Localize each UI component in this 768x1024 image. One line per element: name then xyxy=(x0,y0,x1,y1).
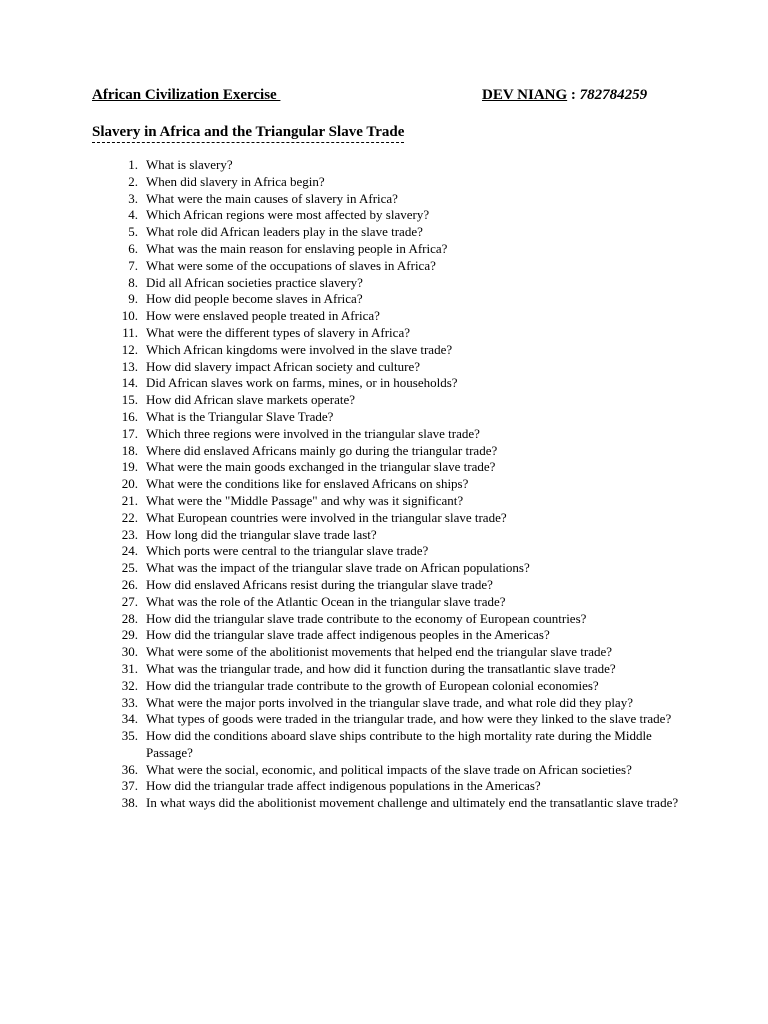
question-number: 18. xyxy=(121,442,138,458)
question-text: What were the "Middle Passage" and why was it significant? xyxy=(146,492,464,508)
question-item xyxy=(92,577,682,594)
question-text: How did people become slaves in Africa? xyxy=(146,291,363,307)
question-number: 19. xyxy=(121,459,138,475)
question-item xyxy=(92,174,682,191)
question-number: 36. xyxy=(121,761,138,777)
question-item xyxy=(92,762,682,779)
question-number: 3. xyxy=(128,190,138,206)
question-number: 9. xyxy=(128,291,138,307)
question-text: What is the Triangular Slave Trade? xyxy=(146,408,334,424)
section-subtitle: Slavery in Africa and the Triangular Slave Trade xyxy=(92,123,404,143)
question-number: 25. xyxy=(121,560,138,576)
question-text: Did all African societies practice slavery? xyxy=(146,274,363,290)
author-block xyxy=(482,87,647,104)
question-number: 31. xyxy=(121,660,138,676)
question-item xyxy=(92,359,682,376)
question-text: What was the triangular trade, and how did it function during the transatlantic slave trade? xyxy=(146,660,616,676)
question-list xyxy=(92,157,682,812)
question-text: What were the main causes of slavery in Africa? xyxy=(146,190,398,206)
question-item xyxy=(92,459,682,476)
question-text: What were the major ports involved in the triangular slave trade, and what role did they play? xyxy=(146,694,633,710)
author-name: DEV NIANG xyxy=(482,87,568,103)
question-text: How did the conditions aboard slave ships contribute to the high mortality rate during the Middle Passage? xyxy=(146,728,652,760)
question-number: 13. xyxy=(121,358,138,374)
question-item xyxy=(92,308,682,325)
question-item xyxy=(92,409,682,426)
question-item xyxy=(92,510,682,527)
question-number: 35. xyxy=(121,728,138,744)
question-item xyxy=(92,392,682,409)
question-text: How did the triangular slave trade affect indigenous peoples in the Americas? xyxy=(146,627,550,643)
question-text: Which African kingdoms were involved in the slave trade? xyxy=(146,341,453,357)
question-item xyxy=(92,291,682,308)
question-item xyxy=(92,275,682,292)
question-item xyxy=(92,191,682,208)
question-text: How did enslaved Africans resist during the triangular slave trade? xyxy=(146,576,493,592)
question-number: 29. xyxy=(121,627,138,643)
question-number: 2. xyxy=(128,173,138,189)
question-item xyxy=(92,342,682,359)
question-number: 11. xyxy=(122,324,138,340)
question-number: 12. xyxy=(121,341,138,357)
question-text: What types of goods were traded in the triangular trade, and how were they linked to the slave trade? xyxy=(146,711,672,727)
question-item xyxy=(92,375,682,392)
question-text: What was the role of the Atlantic Ocean in the triangular slave trade? xyxy=(146,593,506,609)
question-item xyxy=(92,795,682,812)
question-number: 30. xyxy=(121,644,138,660)
question-number: 20. xyxy=(121,476,138,492)
question-number: 22. xyxy=(121,509,138,525)
question-text: How did slavery impact African society and culture? xyxy=(146,358,420,374)
question-text: What European countries were involved in the triangular slave trade? xyxy=(146,509,507,525)
question-number: 27. xyxy=(121,593,138,609)
question-text: How were enslaved people treated in Africa? xyxy=(146,308,380,324)
question-text: How long did the triangular slave trade last? xyxy=(146,526,377,542)
question-number: 8. xyxy=(128,274,138,290)
question-item xyxy=(92,207,682,224)
question-number: 16. xyxy=(121,408,138,424)
question-item xyxy=(92,778,682,795)
question-number: 5. xyxy=(128,224,138,240)
question-text: Which African regions were most affected by slavery? xyxy=(146,207,430,223)
question-text: What were the social, economic, and political impacts of the slave trade on African societies? xyxy=(146,761,632,777)
document-title: African Civilization Exercise xyxy=(92,87,281,103)
question-number: 34. xyxy=(121,711,138,727)
question-number: 28. xyxy=(121,610,138,626)
question-item xyxy=(92,543,682,560)
question-text: In what ways did the abolitionist movement challenge and ultimately end the transatlantic slave trade? xyxy=(146,795,679,811)
question-text: What role did African leaders play in the slave trade? xyxy=(146,224,423,240)
question-number: 24. xyxy=(121,543,138,559)
question-text: What were some of the occupations of slaves in Africa? xyxy=(146,257,436,273)
question-item xyxy=(92,325,682,342)
question-number: 33. xyxy=(121,694,138,710)
question-number: 7. xyxy=(128,257,138,273)
question-number: 37. xyxy=(121,778,138,794)
question-number: 4. xyxy=(128,207,138,223)
question-text: Which three regions were involved in the triangular slave trade? xyxy=(146,425,480,441)
question-item xyxy=(92,476,682,493)
question-item xyxy=(92,426,682,443)
question-number: 14. xyxy=(121,375,138,391)
question-item xyxy=(92,728,682,762)
author-phone: 782784259 xyxy=(579,87,648,103)
question-text: How did the triangular trade affect indigenous populations in the Americas? xyxy=(146,778,541,794)
question-text: What was the impact of the triangular slave trade on African populations? xyxy=(146,560,530,576)
author-separator: : xyxy=(567,87,580,103)
question-item xyxy=(92,560,682,577)
question-item xyxy=(92,695,682,712)
question-item xyxy=(92,711,682,728)
question-item xyxy=(92,627,682,644)
question-text: What were the different types of slavery in Africa? xyxy=(146,324,410,340)
question-text: How did African slave markets operate? xyxy=(146,392,356,408)
question-number: 1. xyxy=(128,157,138,172)
question-item xyxy=(92,443,682,460)
question-item xyxy=(92,157,682,174)
question-text: What is slavery? xyxy=(146,157,233,172)
question-item xyxy=(92,611,682,628)
question-number: 21. xyxy=(121,492,138,508)
question-number: 15. xyxy=(121,392,138,408)
question-item xyxy=(92,224,682,241)
question-item xyxy=(92,527,682,544)
question-text: Which ports were central to the triangular slave trade? xyxy=(146,543,429,559)
question-item xyxy=(92,594,682,611)
question-text: How did the triangular trade contribute to the growth of European colonial economies? xyxy=(146,677,599,693)
question-item xyxy=(92,258,682,275)
question-item xyxy=(92,678,682,695)
question-text: What were some of the abolitionist movements that helped end the triangular slave trade? xyxy=(146,644,613,660)
question-number: 23. xyxy=(121,526,138,542)
question-number: 38. xyxy=(121,795,138,811)
question-text: When did slavery in Africa begin? xyxy=(146,173,325,189)
question-number: 17. xyxy=(121,425,138,441)
question-item xyxy=(92,644,682,661)
question-item xyxy=(92,493,682,510)
question-text: Where did enslaved Africans mainly go during the triangular trade? xyxy=(146,442,498,458)
question-number: 26. xyxy=(121,576,138,592)
question-number: 10. xyxy=(121,308,138,324)
question-text: How did the triangular slave trade contribute to the economy of European countries? xyxy=(146,610,587,626)
question-text: What were the conditions like for enslaved Africans on ships? xyxy=(146,476,469,492)
question-number: 6. xyxy=(128,240,138,256)
question-item xyxy=(92,241,682,258)
question-number: 32. xyxy=(121,677,138,693)
question-item xyxy=(92,661,682,678)
question-text: Did African slaves work on farms, mines, or in households? xyxy=(146,375,458,391)
question-text: What was the main reason for enslaving people in Africa? xyxy=(146,240,448,256)
question-text: What were the main goods exchanged in the triangular slave trade? xyxy=(146,459,496,475)
header-line xyxy=(92,87,676,107)
